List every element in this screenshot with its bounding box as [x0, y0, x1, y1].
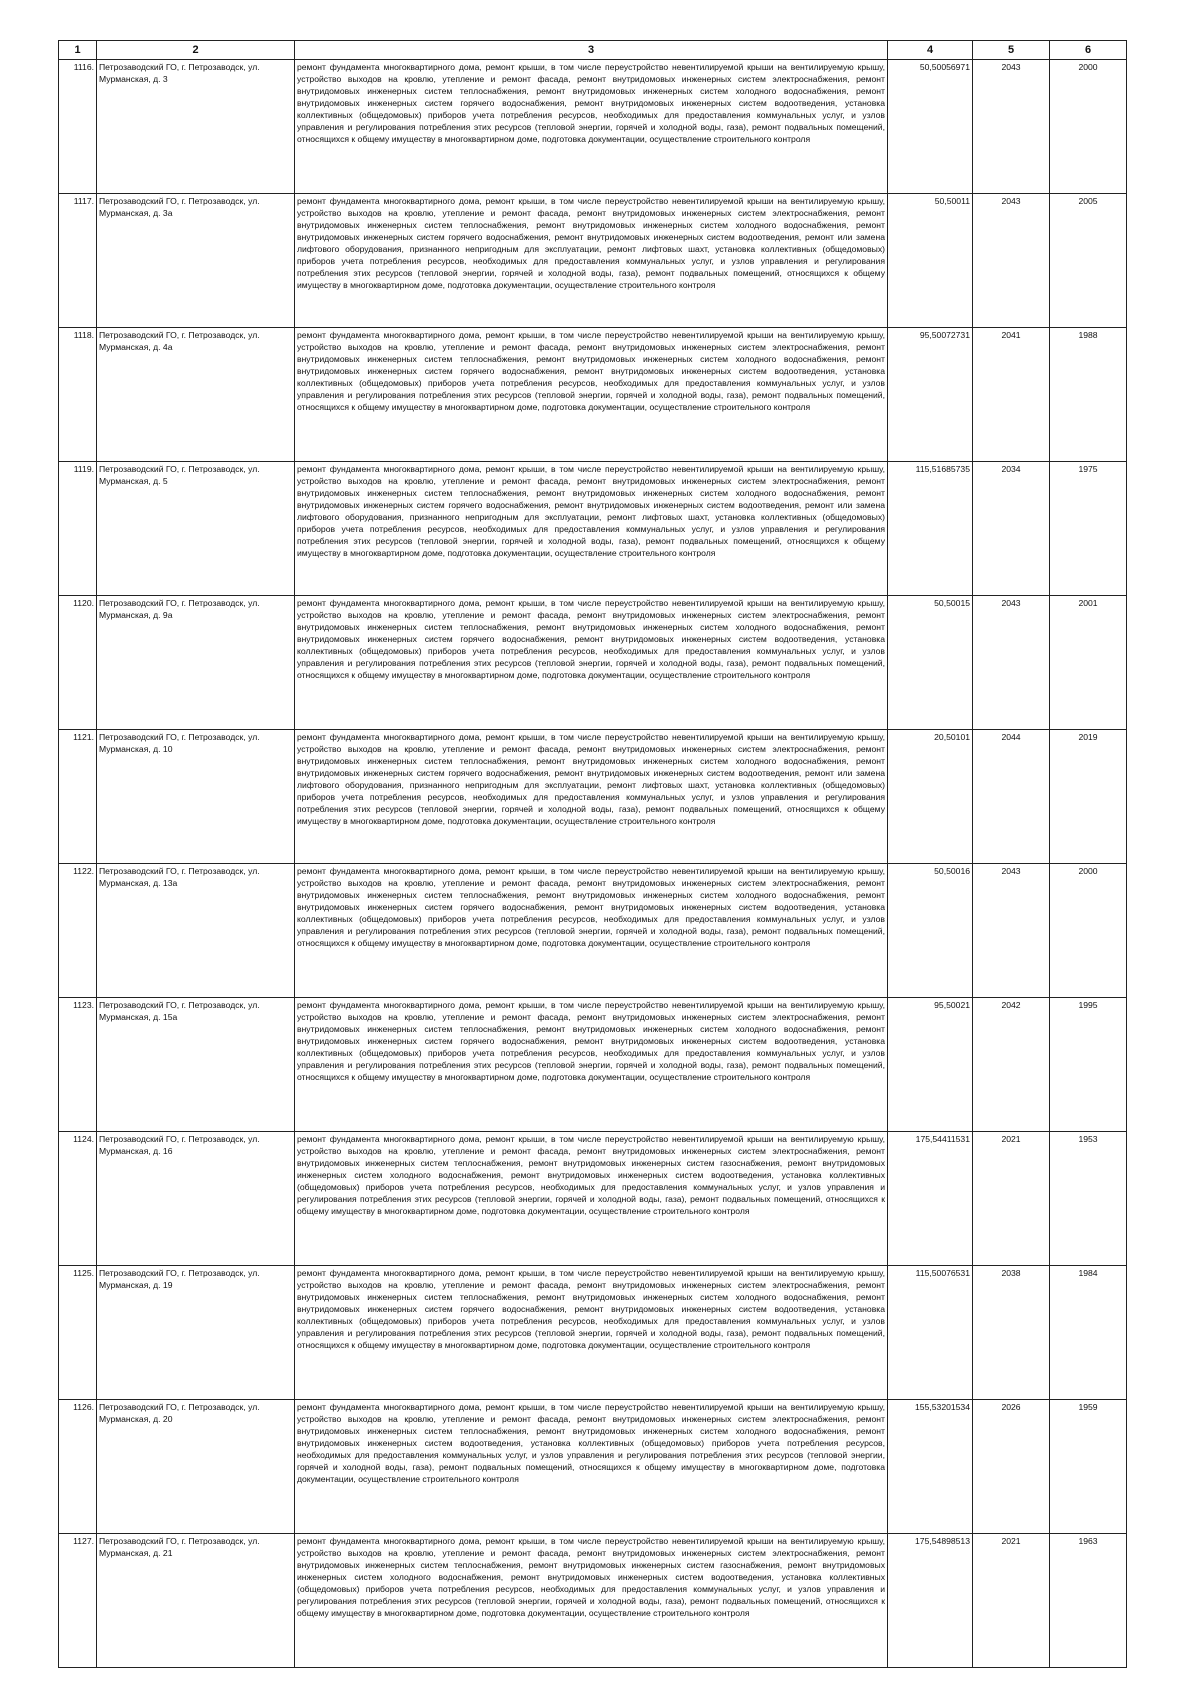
- row-cost: 175,54898513: [888, 1534, 973, 1668]
- row-number: 1126.: [59, 1400, 97, 1534]
- table-row: [59, 864, 1127, 998]
- row-address: Петрозаводский ГО, г. Петрозаводск, ул. Мурманская, д. 19: [97, 1266, 295, 1400]
- row-number: 1117.: [59, 194, 97, 328]
- row-number: 1118.: [59, 328, 97, 462]
- row-cost: 175,54411531: [888, 1132, 973, 1266]
- row-year: 2021: [973, 1132, 1050, 1266]
- row-number: 1116.: [59, 60, 97, 194]
- row-works: ремонт фундамента многоквартирного дома, ремонт крыши, в том числе переустройство невентилируемой крыши на вентилируемую крышу, устройство выходов на кровлю, утепление и ремонт фасада, ремонт внутридомовых инженерных систем электроснабжения, ремонт внутридомовых инженерных систем теплоснабжения, ремонт внутридомовых инженерных систем холодного водоснабжения, ремонт внутридомовых инженерных систем горячего водоснабжения, ремонт внутридомовых инженерных систем водоотведения, установка коллективных (общедомовых) приборов учета потребления ресурсов, необходимых для предоставления коммунальных услуг, и узлов управления и регулирования потребления этих ресурсов (тепловой энергии, горячей и холодной воды, газа), ремонт подвальных помещений, относящихся к общему имуществу в многоквартирном доме, подготовка документации, осуществление строительного контроля: [295, 328, 888, 462]
- header-col-3: 3: [295, 41, 888, 60]
- row-built-year: 2019: [1050, 730, 1127, 864]
- row-year: 2043: [973, 194, 1050, 328]
- header-col-5: 5: [973, 41, 1050, 60]
- row-number: 1127.: [59, 1534, 97, 1668]
- row-cost: 115,51685735: [888, 462, 973, 596]
- row-year: 2026: [973, 1400, 1050, 1534]
- row-works: ремонт фундамента многоквартирного дома, ремонт крыши, в том числе переустройство невентилируемой крыши на вентилируемую крышу, устройство выходов на кровлю, утепление и ремонт фасада, ремонт внутридомовых инженерных систем электроснабжения, ремонт внутридомовых инженерных систем теплоснабжения, ремонт внутридомовых инженерных систем газоснабжения, ремонт внутридомовых инженерных систем холодного водоснабжения, ремонт внутридомовых инженерных систем водоотведения, установка коллективных (общедомовых) приборов учета потребления ресурсов, необходимых для предоставления коммунальных услуг, и узлов управления и регулирования потребления этих ресурсов (тепловой энергии, горячей и холодной воды, газа), ремонт подвальных помещений, относящихся к общему имуществу в многоквартирном доме, подготовка документации, осуществление строительного контроля: [295, 1534, 888, 1668]
- row-works: ремонт фундамента многоквартирного дома, ремонт крыши, в том числе переустройство невентилируемой крыши на вентилируемую крышу, устройство выходов на кровлю, утепление и ремонт фасада, ремонт внутридомовых инженерных систем электроснабжения, ремонт внутридомовых инженерных систем теплоснабжения, ремонт внутридомовых инженерных систем холодного водоснабжения, ремонт внутридомовых инженерных систем горячего водоснабжения, ремонт внутридомовых инженерных систем водоотведения, установка коллективных (общедомовых) приборов учета потребления ресурсов, необходимых для предоставления коммунальных услуг, и узлов управления и регулирования потребления этих ресурсов (тепловой энергии, горячей и холодной воды, газа), ремонт подвальных помещений, относящихся к общему имуществу в многоквартирном доме, подготовка документации, осуществление строительного контроля: [295, 998, 888, 1132]
- table-row: [59, 462, 1127, 596]
- register-table: [58, 40, 1127, 1668]
- row-year: 2021: [973, 1534, 1050, 1668]
- row-number: 1122.: [59, 864, 97, 998]
- header-col-1: 1: [59, 41, 97, 60]
- row-cost: 95,50072731: [888, 328, 973, 462]
- row-address: Петрозаводский ГО, г. Петрозаводск, ул. Мурманская, д. 13а: [97, 864, 295, 998]
- row-works: ремонт фундамента многоквартирного дома, ремонт крыши, в том числе переустройство невентилируемой крыши на вентилируемую крышу, устройство выходов на кровлю, утепление и ремонт фасада, ремонт внутридомовых инженерных систем электроснабжения, ремонт внутридомовых инженерных систем теплоснабжения, ремонт внутридомовых инженерных систем холодного водоснабжения, ремонт внутридомовых инженерных систем горячего водоснабжения, ремонт внутридомовых инженерных систем водоотведения, установка коллективных (общедомовых) приборов учета потребления ресурсов, необходимых для предоставления коммунальных услуг, и узлов управления и регулирования потребления этих ресурсов (тепловой энергии, горячей и холодной воды, газа), ремонт подвальных помещений, относящихся к общему имуществу в многоквартирном доме, подготовка документации, осуществление строительного контроля: [295, 596, 888, 730]
- row-built-year: 2001: [1050, 596, 1127, 730]
- row-year: 2043: [973, 60, 1050, 194]
- table-row: [59, 730, 1127, 864]
- header-col-6: 6: [1050, 41, 1127, 60]
- row-cost: 95,50021: [888, 998, 973, 1132]
- table-row: [59, 1132, 1127, 1266]
- row-year: 2041: [973, 328, 1050, 462]
- row-number: 1124.: [59, 1132, 97, 1266]
- row-address: Петрозаводский ГО, г. Петрозаводск, ул. Мурманская, д. 21: [97, 1534, 295, 1668]
- row-cost: 20,50101: [888, 730, 973, 864]
- row-cost: 115,50076531: [888, 1266, 973, 1400]
- table-row: [59, 998, 1127, 1132]
- table-row: [59, 194, 1127, 328]
- table-row: [59, 328, 1127, 462]
- row-number: 1123.: [59, 998, 97, 1132]
- row-built-year: 1975: [1050, 462, 1127, 596]
- row-built-year: 2000: [1050, 60, 1127, 194]
- row-built-year: 1995: [1050, 998, 1127, 1132]
- row-works: ремонт фундамента многоквартирного дома, ремонт крыши, в том числе переустройство невентилируемой крыши на вентилируемую крышу, устройство выходов на кровлю, утепление и ремонт фасада, ремонт внутридомовых инженерных систем электроснабжения, ремонт внутридомовых инженерных систем теплоснабжения, ремонт внутридомовых инженерных систем газоснабжения, ремонт внутридомовых инженерных систем холодного водоснабжения, ремонт внутридомовых инженерных систем водоотведения, установка коллективных (общедомовых) приборов учета потребления ресурсов, необходимых для предоставления коммунальных услуг, и узлов управления и регулирования потребления этих ресурсов (тепловой энергии, горячей и холодной воды, газа), ремонт подвальных помещений, относящихся к общему имуществу в многоквартирном доме, подготовка документации, осуществление строительного контроля: [295, 1132, 888, 1266]
- table-row: [59, 60, 1127, 194]
- row-number: 1121.: [59, 730, 97, 864]
- row-address: Петрозаводский ГО, г. Петрозаводск, ул. Мурманская, д. 15а: [97, 998, 295, 1132]
- row-number: 1119.: [59, 462, 97, 596]
- table-row: [59, 1266, 1127, 1400]
- row-address: Петрозаводский ГО, г. Петрозаводск, ул. Мурманская, д. 9а: [97, 596, 295, 730]
- row-cost: 50,50015: [888, 596, 973, 730]
- row-year: 2043: [973, 596, 1050, 730]
- row-built-year: 1963: [1050, 1534, 1127, 1668]
- row-cost: 50,50011: [888, 194, 973, 328]
- row-built-year: 2005: [1050, 194, 1127, 328]
- row-works: ремонт фундамента многоквартирного дома, ремонт крыши, в том числе переустройство невентилируемой крыши на вентилируемую крышу, устройство выходов на кровлю, утепление и ремонт фасада, ремонт внутридомовых инженерных систем электроснабжения, ремонт внутридомовых инженерных систем теплоснабжения, ремонт внутридомовых инженерных систем холодного водоснабжения, ремонт внутридомовых инженерных систем водоотведения, установка коллективных (общедомовых) приборов учета потребления ресурсов, необходимых для предоставления коммунальных услуг, и узлов управления и регулирования потребления этих ресурсов (тепловой энергии, горячей и холодной воды, газа), ремонт подвальных помещений, относящихся к общему имуществу в многоквартирном доме, подготовка документации, осуществление строительного контроля: [295, 1400, 888, 1534]
- row-built-year: 1959: [1050, 1400, 1127, 1534]
- row-works: ремонт фундамента многоквартирного дома, ремонт крыши, в том числе переустройство невентилируемой крыши на вентилируемую крышу, устройство выходов на кровлю, утепление и ремонт фасада, ремонт внутридомовых инженерных систем электроснабжения, ремонт внутридомовых инженерных систем теплоснабжения, ремонт внутридомовых инженерных систем холодного водоснабжения, ремонт внутридомовых инженерных систем горячего водоснабжения, ремонт внутридомовых инженерных систем водоотведения, ремонт или замена лифтового оборудования, признанного непригодным для эксплуатации, ремонт лифтовых шахт, установка коллективных (общедомовых) приборов учета потребления ресурсов, необходимых для предоставления коммунальных услуг, и узлов управления и регулирования потребления этих ресурсов (тепловой энергии, горячей и холодной воды, газа), ремонт подвальных помещений, относящихся к общему имуществу в многоквартирном доме, подготовка документации, осуществление строительного контроля: [295, 194, 888, 328]
- header-row: [59, 41, 1127, 60]
- table-row: [59, 1400, 1127, 1534]
- row-cost: 50,50016: [888, 864, 973, 998]
- row-year: 2044: [973, 730, 1050, 864]
- header-col-2: 2: [97, 41, 295, 60]
- row-address: Петрозаводский ГО, г. Петрозаводск, ул. Мурманская, д. 20: [97, 1400, 295, 1534]
- row-built-year: 1953: [1050, 1132, 1127, 1266]
- row-address: Петрозаводский ГО, г. Петрозаводск, ул. Мурманская, д. 5: [97, 462, 295, 596]
- table-row: [59, 596, 1127, 730]
- row-address: Петрозаводский ГО, г. Петрозаводск, ул. Мурманская, д. 10: [97, 730, 295, 864]
- row-address: Петрозаводский ГО, г. Петрозаводск, ул. Мурманская, д. 4а: [97, 328, 295, 462]
- row-number: 1125.: [59, 1266, 97, 1400]
- row-year: 2038: [973, 1266, 1050, 1400]
- row-number: 1120.: [59, 596, 97, 730]
- row-works: ремонт фундамента многоквартирного дома, ремонт крыши, в том числе переустройство невентилируемой крыши на вентилируемую крышу, устройство выходов на кровлю, утепление и ремонт фасада, ремонт внутридомовых инженерных систем электроснабжения, ремонт внутридомовых инженерных систем теплоснабжения, ремонт внутридомовых инженерных систем холодного водоснабжения, ремонт внутридомовых инженерных систем горячего водоснабжения, ремонт внутридомовых инженерных систем водоотведения, установка коллективных (общедомовых) приборов учета потребления ресурсов, необходимых для предоставления коммунальных услуг, и узлов управления и регулирования потребления этих ресурсов (тепловой энергии, горячей и холодной воды, газа), ремонт подвальных помещений, относящихся к общему имуществу в многоквартирном доме, подготовка документации, осуществление строительного контроля: [295, 1266, 888, 1400]
- row-cost: 155,53201534: [888, 1400, 973, 1534]
- row-built-year: 2000: [1050, 864, 1127, 998]
- row-cost: 50,50056971: [888, 60, 973, 194]
- row-address: Петрозаводский ГО, г. Петрозаводск, ул. Мурманская, д. 16: [97, 1132, 295, 1266]
- row-built-year: 1988: [1050, 328, 1127, 462]
- row-works: ремонт фундамента многоквартирного дома, ремонт крыши, в том числе переустройство невентилируемой крыши на вентилируемую крышу, устройство выходов на кровлю, утепление и ремонт фасада, ремонт внутридомовых инженерных систем электроснабжения, ремонт внутридомовых инженерных систем теплоснабжения, ремонт внутридомовых инженерных систем холодного водоснабжения, ремонт внутридомовых инженерных систем горячего водоснабжения, ремонт внутридомовых инженерных систем водоотведения, установка коллективных (общедомовых) приборов учета потребления ресурсов, необходимых для предоставления коммунальных услуг, и узлов управления и регулирования потребления этих ресурсов (тепловой энергии, горячей и холодной воды, газа), ремонт подвальных помещений, относящихся к общему имуществу в многоквартирном доме, подготовка документации, осуществление строительного контроля: [295, 60, 888, 194]
- row-works: ремонт фундамента многоквартирного дома, ремонт крыши, в том числе переустройство невентилируемой крыши на вентилируемую крышу, устройство выходов на кровлю, утепление и ремонт фасада, ремонт внутридомовых инженерных систем электроснабжения, ремонт внутридомовых инженерных систем теплоснабжения, ремонт внутридомовых инженерных систем холодного водоснабжения, ремонт внутридомовых инженерных систем горячего водоснабжения, ремонт внутридомовых инженерных систем водоотведения, ремонт или замена лифтового оборудования, признанного непригодным для эксплуатации, ремонт лифтовых шахт, установка коллективных (общедомовых) приборов учета потребления ресурсов, необходимых для предоставления коммунальных услуг, и узлов управления и регулирования потребления этих ресурсов (тепловой энергии, горячей и холодной воды, газа), ремонт подвальных помещений, относящихся к общему имуществу в многоквартирном доме, подготовка документации, осуществление строительного контроля: [295, 462, 888, 596]
- row-works: ремонт фундамента многоквартирного дома, ремонт крыши, в том числе переустройство невентилируемой крыши на вентилируемую крышу, устройство выходов на кровлю, утепление и ремонт фасада, ремонт внутридомовых инженерных систем электроснабжения, ремонт внутридомовых инженерных систем теплоснабжения, ремонт внутридомовых инженерных систем холодного водоснабжения, ремонт внутридомовых инженерных систем горячего водоснабжения, ремонт внутридомовых инженерных систем водоотведения, ремонт или замена лифтового оборудования, признанного непригодным для эксплуатации, ремонт лифтовых шахт, установка коллективных (общедомовых) приборов учета потребления ресурсов, необходимых для предоставления коммунальных услуг, и узлов управления и регулирования потребления этих ресурсов (тепловой энергии, горячей и холодной воды, газа), ремонт подвальных помещений, относящихся к общему имуществу в многоквартирном доме, подготовка документации, осуществление строительного контроля: [295, 730, 888, 864]
- table-row: [59, 1534, 1127, 1668]
- row-address: Петрозаводский ГО, г. Петрозаводск, ул. Мурманская, д. 3а: [97, 194, 295, 328]
- row-year: 2042: [973, 998, 1050, 1132]
- row-address: Петрозаводский ГО, г. Петрозаводск, ул. Мурманская, д. 3: [97, 60, 295, 194]
- row-built-year: 1984: [1050, 1266, 1127, 1400]
- row-works: ремонт фундамента многоквартирного дома, ремонт крыши, в том числе переустройство невентилируемой крыши на вентилируемую крышу, устройство выходов на кровлю, утепление и ремонт фасада, ремонт внутридомовых инженерных систем электроснабжения, ремонт внутридомовых инженерных систем теплоснабжения, ремонт внутридомовых инженерных систем холодного водоснабжения, ремонт внутридомовых инженерных систем горячего водоснабжения, ремонт внутридомовых инженерных систем водоотведения, установка коллективных (общедомовых) приборов учета потребления ресурсов, необходимых для предоставления коммунальных услуг, и узлов управления и регулирования потребления этих ресурсов (тепловой энергии, горячей и холодной воды, газа), ремонт подвальных помещений, относящихся к общему имуществу в многоквартирном доме, подготовка документации, осуществление строительного контроля: [295, 864, 888, 998]
- header-col-4: 4: [888, 41, 973, 60]
- row-year: 2043: [973, 864, 1050, 998]
- row-year: 2034: [973, 462, 1050, 596]
